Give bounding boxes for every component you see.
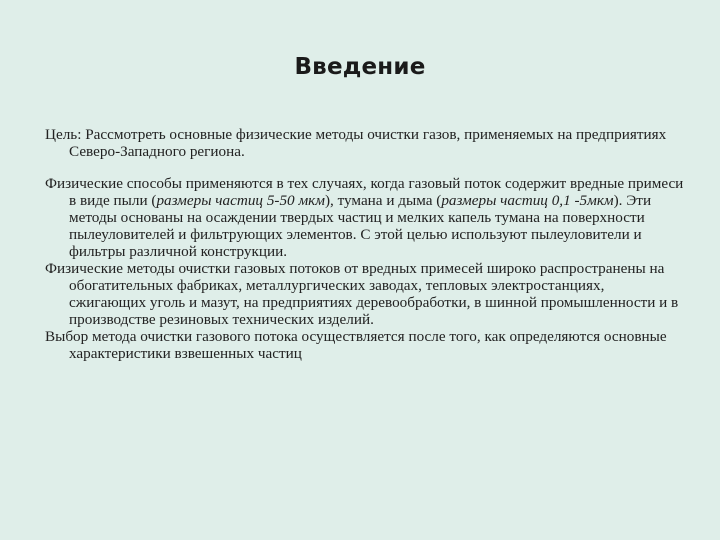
slide-body <box>45 126 685 362</box>
title-text: Введение <box>294 54 426 80</box>
goal-paragraph: Цель: Рассмотреть основные физические методы очистки газов, применяемых на предприятиях Северо-Западного региона. <box>45 126 667 160</box>
p1-particle-size-fog: размеры частиц 0,1 -5мкм <box>441 192 614 209</box>
physical-methods-paragraph <box>45 175 685 260</box>
p1-text-a: Физические способы применяются в тех случаях, когда газовый поток содержит вредные примеси в виде пыли ( <box>45 175 684 209</box>
applications-paragraph: Физические методы очистки газовых потоков от вредных примесей широко распространены на обогатительных фабриках, металлургических заводах, тепловых электростанциях, сжигающих уголь и мазут, на предприятиях деревообработки, в шинной промышленности и в производстве резиновых технических изделий. <box>45 260 679 328</box>
paragraph-gap <box>45 160 685 175</box>
p1-text-c: ). Эти методы основаны на осаждении твердых частиц и мелких капель тумана на поверхности пылеуловителей и фильтрующих элементов. С этой целью используют пылеуловители и фильтры различной конструкции. <box>69 192 652 260</box>
p1-text-b: ), тумана и дыма ( <box>324 192 442 209</box>
method-choice-paragraph: Выбор метода очистки газового потока осуществляется после того, как определяются основные характеристики взвешенных частиц <box>45 328 667 362</box>
p1-particle-size-dust: размеры частиц 5-50 мкм <box>156 192 325 209</box>
slide-title <box>0 54 720 80</box>
